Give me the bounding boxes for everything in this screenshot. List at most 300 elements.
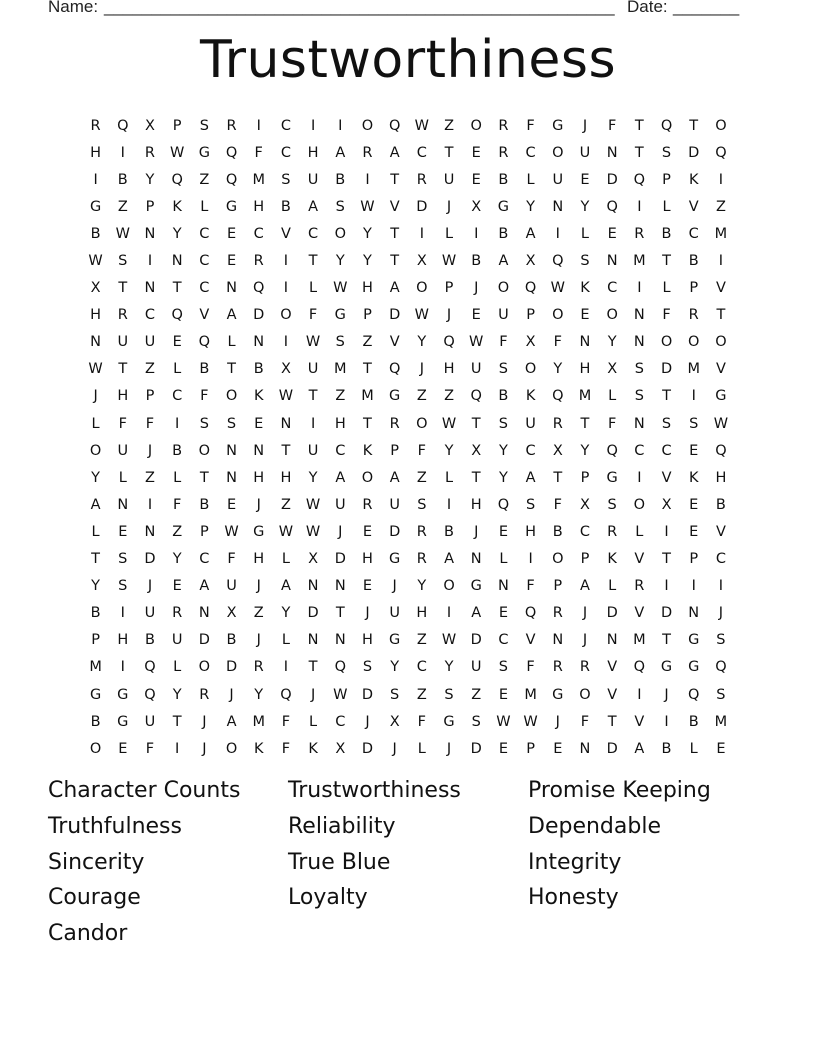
grid-letter: G (470, 578, 482, 595)
grid-letter: C (280, 117, 291, 134)
grid-letter: G (688, 632, 700, 649)
grid-letter: Y (308, 469, 318, 486)
grid-letter: I (718, 171, 724, 188)
grid-letter: T (118, 280, 128, 297)
grid-letter: I (446, 496, 452, 513)
grid-letter: W (496, 713, 511, 730)
grid-letter: P (390, 442, 400, 459)
grid-letter: M (578, 388, 592, 405)
grid-letter: I (175, 740, 180, 757)
grid-letter: N (307, 578, 319, 595)
grid-letter: I (310, 117, 316, 134)
grid-letter: K (688, 469, 699, 486)
grid-letter: U (443, 171, 455, 188)
grid-letter: I (283, 659, 289, 676)
grid-letter: F (227, 551, 236, 568)
grid-letter: Y (91, 469, 101, 486)
grid-letter: M (633, 632, 646, 649)
grid-letter: Y (580, 198, 590, 215)
grid-letter: I (664, 523, 669, 540)
grid-letter: T (199, 469, 209, 486)
grid-letter: N (579, 334, 591, 351)
grid-letter: B (444, 523, 454, 540)
grid-letter: D (470, 740, 482, 757)
grid-letter: U (144, 334, 156, 351)
grid-letter: U (389, 605, 400, 622)
grid-letter: J (202, 713, 207, 730)
grid-letter: C (335, 713, 346, 730)
grid-letter: X (580, 496, 590, 513)
grid-letter: R (253, 253, 264, 270)
grid-letter: E (172, 334, 182, 351)
grid-letter: Y (363, 225, 372, 242)
word-list-item: True Blue (288, 849, 391, 875)
grid-letter: B (90, 605, 101, 622)
grid-letter: D (334, 551, 346, 568)
grid-letter: Q (470, 388, 482, 405)
grid-letter: B (335, 171, 346, 188)
grid-letter: Y (580, 442, 590, 459)
grid-letter: N (144, 225, 156, 242)
grid-letter: S (661, 415, 672, 432)
grid-letter: T (308, 388, 318, 405)
grid-letter: E (498, 740, 508, 757)
grid-letter: Z (715, 198, 726, 215)
grid-letter: A (335, 469, 346, 486)
grid-letter: S (634, 388, 644, 405)
grid-letter: O (606, 307, 618, 324)
grid-letter: S (281, 171, 291, 188)
grid-letter: B (552, 523, 563, 540)
grid-letter: J (582, 605, 588, 622)
grid-letter: Q (225, 171, 238, 188)
grid-letter: C (253, 225, 264, 242)
grid-letter: S (498, 361, 509, 378)
grid-letter: E (553, 740, 563, 757)
grid-letter: N (633, 307, 645, 324)
grid-letter: R (416, 523, 427, 540)
grid-letter: S (634, 361, 644, 378)
grid-letter: R (362, 144, 373, 161)
grid-letter: Q (171, 171, 183, 188)
grid-letter: I (718, 253, 724, 270)
grid-letter: I (528, 551, 533, 568)
grid-letter: J (93, 388, 98, 405)
grid-letter: B (715, 496, 726, 513)
grid-letter: E (607, 225, 617, 242)
grid-letter: E (471, 307, 481, 324)
grid-letter: G (389, 632, 401, 649)
grid-letter: O (688, 334, 700, 351)
grid-letter: Q (171, 307, 183, 324)
grid-letter: R (552, 605, 563, 622)
grid-letter: T (390, 171, 400, 188)
grid-letter: N (552, 198, 564, 215)
grid-letter: T (471, 415, 481, 432)
grid-letter: T (634, 144, 644, 161)
grid-letter: T (607, 713, 617, 730)
grid-letter: G (552, 117, 564, 134)
grid-letter: S (335, 334, 345, 351)
grid-letter: L (200, 198, 209, 215)
grid-letter: D (660, 361, 673, 378)
grid-letter: F (553, 496, 562, 513)
grid-letter: U (307, 171, 319, 188)
grid-letter: P (580, 469, 590, 486)
grid-letter: Q (552, 253, 564, 270)
grid-letter: Y (417, 334, 427, 351)
grid-letter: O (552, 144, 564, 161)
grid-letter: W (88, 253, 103, 270)
grid-letter: T (118, 361, 128, 378)
grid-letter: M (524, 686, 537, 703)
grid-letter: P (662, 171, 671, 188)
grid-letter: L (444, 469, 454, 486)
grid-letter: L (580, 225, 590, 242)
grid-letter: Y (254, 686, 264, 703)
grid-letter: V (199, 307, 210, 324)
grid-letter: I (147, 496, 153, 513)
grid-letter: U (117, 442, 129, 459)
grid-letter: P (145, 198, 155, 215)
grid-letter: U (470, 361, 482, 378)
grid-letter: Z (280, 496, 291, 513)
grid-letter: W (713, 415, 729, 432)
grid-letter: P (199, 523, 209, 540)
grid-letter: T (662, 632, 671, 649)
grid-letter: W (333, 686, 348, 703)
grid-letter: Q (388, 361, 401, 378)
grid-letter: I (256, 117, 261, 134)
grid-letter: W (305, 523, 321, 540)
grid-letter: G (606, 469, 618, 486)
grid-letter: F (526, 659, 535, 676)
grid-letter: M (714, 225, 728, 242)
grid-letter: R (579, 659, 590, 676)
grid-letter: H (90, 144, 102, 161)
grid-letter: N (144, 280, 156, 297)
grid-letter: I (365, 171, 370, 188)
grid-letter: H (90, 307, 102, 324)
grid-letter: R (117, 307, 128, 324)
grid-letter: R (634, 578, 645, 595)
grid-letter: E (498, 523, 508, 540)
grid-letter: Z (145, 361, 155, 378)
grid-letter: K (362, 442, 373, 459)
grid-letter: S (471, 713, 481, 730)
grid-letter: W (305, 496, 321, 513)
grid-letter: L (417, 740, 426, 757)
grid-letter: R (634, 225, 645, 242)
grid-letter: X (145, 117, 155, 134)
grid-letter: B (498, 388, 509, 405)
grid-letter: J (446, 307, 452, 324)
grid-letter: H (307, 144, 319, 161)
grid-letter: A (634, 740, 645, 757)
grid-letter: D (660, 605, 673, 622)
grid-letter: F (254, 144, 263, 161)
grid-letter: Q (497, 496, 510, 513)
grid-letter: E (689, 496, 699, 513)
grid-letter: I (474, 225, 479, 242)
grid-letter: R (416, 171, 427, 188)
grid-letter: E (689, 442, 699, 459)
grid-letter: Z (253, 605, 264, 622)
grid-letter: W (333, 280, 348, 297)
grid-letter: P (689, 280, 699, 297)
grid-letter: L (309, 713, 318, 730)
grid-letter: V (688, 198, 699, 215)
grid-letter: T (689, 117, 699, 134)
grid-letter: R (552, 659, 563, 676)
grid-letter: G (89, 198, 102, 215)
grid-letter: F (200, 388, 209, 405)
grid-letter: I (637, 198, 642, 215)
grid-letter: R (552, 415, 563, 432)
grid-letter: N (280, 415, 292, 432)
grid-letter: S (199, 415, 209, 432)
grid-letter: O (497, 280, 510, 297)
grid-letter: R (498, 117, 509, 134)
date-blank: _______ (673, 0, 740, 16)
grid-letter: O (198, 442, 211, 459)
grid-letter: S (390, 686, 400, 703)
grid-letter: E (172, 578, 182, 595)
grid-letter: U (470, 659, 482, 676)
grid-letter: J (365, 605, 370, 622)
grid-letter: O (89, 740, 102, 757)
grid-letter: E (498, 605, 508, 622)
grid-letter: F (417, 713, 427, 730)
grid-letter: E (362, 523, 373, 540)
grid-letter: C (199, 280, 210, 297)
grid-letter: L (608, 388, 617, 405)
grid-letter: S (689, 415, 699, 432)
grid-letter: G (389, 551, 401, 568)
grid-letter: S (607, 496, 617, 513)
grid-letter: N (633, 334, 645, 351)
grid-letter: O (416, 280, 428, 297)
grid-letter: O (715, 334, 727, 351)
grid-letter: A (90, 496, 101, 513)
grid-letter: K (607, 551, 617, 568)
word-list-item: Character Counts (48, 778, 241, 803)
grid-letter: R (498, 144, 509, 161)
grid-letter: N (226, 280, 237, 297)
grid-letter: T (553, 469, 563, 486)
grid-letter: D (389, 523, 401, 540)
grid-letter: N (334, 578, 346, 595)
grid-letter: D (470, 632, 482, 649)
grid-letter: G (660, 659, 673, 676)
grid-letter: E (498, 686, 508, 703)
grid-letter: M (687, 361, 700, 378)
grid-letter: X (90, 280, 101, 297)
grid-letter: Z (444, 388, 454, 405)
grid-letter: O (89, 442, 102, 459)
grid-letter: O (524, 361, 537, 378)
grid-letter: S (716, 686, 726, 703)
grid-letter: O (552, 551, 564, 568)
grid-letter: Z (335, 388, 346, 405)
grid-letter: Y (172, 686, 182, 703)
grid-letter: O (579, 686, 591, 703)
grid-letter: O (470, 117, 482, 134)
grid-letter: Y (444, 659, 454, 676)
grid-letter: K (525, 388, 536, 405)
grid-letter: S (118, 551, 128, 568)
grid-letter: X (552, 442, 563, 459)
grid-letter: E (580, 171, 590, 188)
grid-letter: B (661, 225, 672, 242)
grid-letter: A (498, 253, 509, 270)
grid-letter: B (172, 442, 183, 459)
grid-letter: G (552, 686, 564, 703)
grid-letter: J (202, 740, 207, 757)
grid-letter: V (715, 280, 726, 297)
grid-letter: F (145, 740, 155, 757)
grid-letter: G (389, 388, 401, 405)
grid-letter: R (90, 117, 101, 134)
grid-letter: X (471, 198, 482, 215)
grid-letter: F (172, 496, 182, 513)
grid-letter: E (226, 253, 237, 270)
grid-letter: X (335, 740, 346, 757)
grid-letter: J (582, 117, 588, 134)
grid-letter: R (253, 659, 264, 676)
grid-letter: H (334, 415, 346, 432)
grid-letter: N (117, 496, 129, 513)
grid-letter: J (338, 523, 343, 540)
grid-letter: L (173, 361, 182, 378)
grid-letter: S (525, 496, 536, 513)
grid-letter: J (446, 740, 452, 757)
grid-letter: V (634, 605, 645, 622)
grid-letter: R (144, 144, 155, 161)
grid-letter: Y (444, 442, 454, 459)
grid-letter: Y (145, 171, 155, 188)
grid-letter: W (550, 280, 565, 297)
grid-letter: Z (416, 469, 427, 486)
grid-letter: P (145, 388, 155, 405)
grid-letter: S (498, 415, 509, 432)
word-list-item: Promise Keeping (528, 778, 711, 803)
grid-letter: S (580, 253, 590, 270)
grid-letter: E (118, 740, 128, 757)
grid-letter: M (361, 388, 374, 405)
grid-letter: A (335, 144, 346, 161)
grid-letter: D (253, 307, 265, 324)
grid-letter: S (716, 632, 726, 649)
grid-letter: Q (606, 198, 618, 215)
grid-letter: V (389, 198, 400, 215)
grid-letter: W (305, 334, 321, 351)
grid-letter: Z (362, 334, 373, 351)
grid-letter: N (606, 632, 618, 649)
grid-letter: W (224, 523, 239, 540)
grid-letter: U (307, 442, 319, 459)
grid-letter: I (283, 334, 289, 351)
grid-letter: Y (172, 225, 182, 242)
grid-letter: T (580, 415, 590, 432)
grid-letter: M (89, 659, 102, 676)
grid-letter: Y (553, 361, 563, 378)
grid-letter: K (253, 740, 264, 757)
grid-letter: T (308, 659, 318, 676)
grid-letter: F (553, 334, 562, 351)
grid-letter: K (580, 280, 590, 297)
grid-letter: I (175, 415, 180, 432)
grid-letter: L (526, 171, 535, 188)
grid-letter: V (715, 523, 726, 540)
grid-letter: H (280, 469, 292, 486)
grid-letter: A (525, 225, 536, 242)
grid-letter: C (308, 225, 319, 242)
grid-letter: A (471, 605, 482, 622)
grid-letter: W (523, 713, 538, 730)
grid-letter: L (118, 469, 127, 486)
grid-letter: B (280, 198, 291, 215)
grid-letter: S (199, 117, 209, 134)
grid-letter: F (281, 740, 291, 757)
grid-letter: C (498, 632, 509, 649)
grid-letter: V (525, 632, 536, 649)
grid-letter: B (144, 632, 155, 649)
grid-letter: U (525, 415, 536, 432)
grid-letter: I (147, 253, 153, 270)
grid-letter: I (691, 388, 696, 405)
grid-letter: O (552, 307, 564, 324)
grid-letter: M (633, 253, 646, 270)
grid-letter: A (308, 198, 319, 215)
grid-letter: H (579, 361, 591, 378)
grid-letter: E (226, 496, 237, 513)
grid-letter: L (281, 632, 290, 649)
grid-letter: Y (335, 253, 345, 270)
grid-letter: B (253, 361, 264, 378)
word-list-item: Integrity (528, 849, 622, 875)
grid-letter: Q (524, 280, 537, 297)
grid-letter: A (226, 307, 237, 324)
grid-letter: N (497, 578, 509, 595)
grid-letter: C (579, 523, 591, 540)
grid-letter: T (471, 469, 481, 486)
grid-letter: I (310, 415, 316, 432)
grid-letter: T (716, 307, 726, 324)
grid-letter: S (661, 144, 672, 161)
grid-letter: Y (498, 469, 508, 486)
grid-letter: A (580, 578, 590, 595)
grid-letter: J (474, 280, 479, 297)
grid-letter: J (555, 713, 560, 730)
grid-letter: F (499, 334, 508, 351)
grid-letter: Q (144, 686, 156, 703)
grid-letter: O (334, 225, 346, 242)
grid-letter: U (334, 496, 346, 513)
grid-letter: S (226, 415, 237, 432)
grid-letter: E (580, 307, 590, 324)
grid-letter: N (226, 442, 237, 459)
grid-letter: Y (172, 551, 182, 568)
grid-letter: Q (144, 659, 156, 676)
grid-letter: I (637, 686, 642, 703)
grid-letter: B (199, 496, 210, 513)
grid-letter: D (606, 605, 618, 622)
grid-letter: F (607, 117, 617, 134)
grid-letter: T (444, 144, 454, 161)
grid-letter: I (283, 280, 289, 297)
grid-letter: R (416, 551, 427, 568)
